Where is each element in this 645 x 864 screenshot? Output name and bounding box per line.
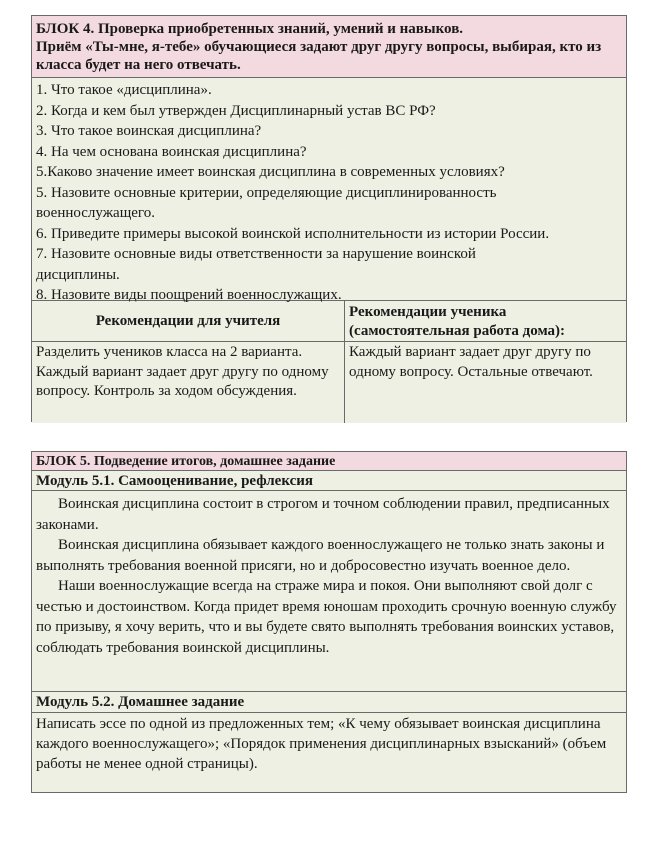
teacher-text: Разделить учеников класса на 2 варианта. Каждый вариант задает друг другу по одному вопросу. Контроль за ходом обсуждения. <box>36 344 329 399</box>
module-5-1-paragraph: Наши военнослужащие всегда на страже мира и покоя. Они выполняют свой долг с честью и достоинством. Когда придет время юношам проходить срочную военную службу по призыву, я хочу верить, что и вы будете свято выполнять требования воинских уставов, соблюдать требования воинской дисциплины. <box>36 578 617 656</box>
student-column <box>345 301 626 423</box>
teacher-column <box>32 301 345 423</box>
module-5-2-title: Модуль 5.2. Домашнее задание <box>32 692 626 713</box>
question-item: дисциплины. <box>36 266 120 283</box>
question-item: 1. Что такое «дисциплина». <box>36 82 212 98</box>
module-5-1-paragraph: Воинская дисциплина обязывает каждого военнослужащего не только знать законы и выполнять требования военной присяги, но и добросовестно изучать военное дело. <box>36 537 605 574</box>
block-5-title: БЛОК 5. Подведение итогов, домашнее задание <box>32 452 626 471</box>
question-item: 6. Приведите примеры высокой воинской исполнительности из истории России. <box>36 225 550 242</box>
question-item: 7. Назовите основные виды ответственности за нарушение воинской <box>36 246 476 262</box>
student-text: Каждый вариант задает друг другу по одному вопросу. Остальные отвечают. <box>349 344 593 380</box>
question-item: 5. Назовите основные критерии, определяющие дисциплинированность <box>36 184 497 201</box>
block-4-title: БЛОК 4. Проверка приобретенных знаний, умений и навыков. <box>36 21 464 37</box>
recommendations-table <box>32 301 626 423</box>
question-list <box>32 78 626 301</box>
question-item: 8. Назовите виды поощрений военнослужащих. <box>36 287 342 303</box>
block-4 <box>31 15 627 422</box>
module-5-2-text: Написать эссе по одной из предложенных тем; «К чему обязывает воинская дисциплина каждого военнослужащего»; «Порядок применения дисциплинарных взысканий» (объем работы не менее одной страницы). <box>32 713 626 792</box>
question-item: 2. Когда и кем был утвержден Дисциплинарный устав ВС РФ? <box>36 102 436 119</box>
module-5-1-text <box>32 491 626 692</box>
block-4-subtitle: Приём «Ты-мне, я-тебе» обучающиеся задают друг другу вопросы, выбирая, кто из класса будет на него отвечать. <box>36 39 602 73</box>
teacher-header: Рекомендации для учителя <box>32 301 344 342</box>
module-5-1-paragraph: Воинская дисциплина состоит в строгом и точном соблюдении правил, предписанных законами. <box>36 496 610 533</box>
question-item: 3. Что такое воинская дисциплина? <box>36 123 262 139</box>
question-item: военнослужащего. <box>36 205 155 221</box>
block-5 <box>31 451 627 793</box>
block-4-header <box>32 16 626 78</box>
question-item: 5.Каково значение имеет воинская дисциплина в современных условиях? <box>36 164 505 180</box>
module-5-1-title: Модуль 5.1. Самооценивание, рефлексия <box>32 471 626 491</box>
student-header: Рекомендации ученика (самостоятельная работа дома): <box>345 301 626 342</box>
question-item: 4. На чем основана воинская дисциплина? <box>36 143 307 160</box>
